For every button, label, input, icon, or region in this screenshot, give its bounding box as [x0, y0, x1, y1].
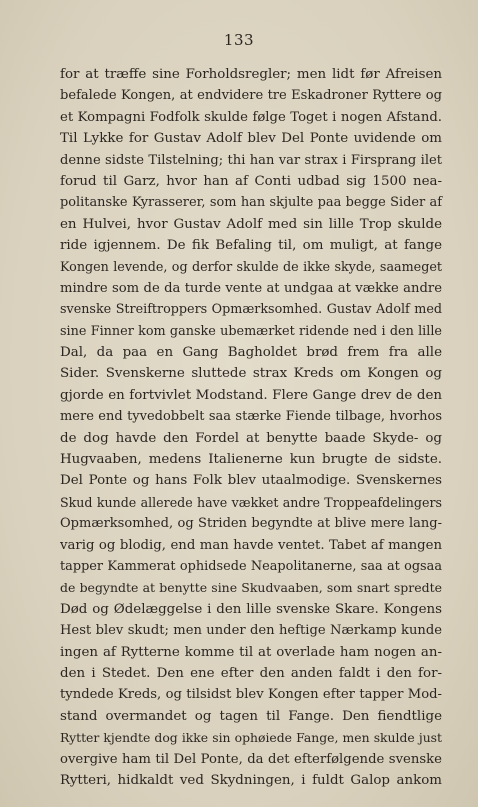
page-number: 133	[223, 31, 255, 49]
text-line: den i Stedet. Den ene efter den anden faldt i den for-	[60, 665, 442, 681]
text-line: varig og blodig, end man havde ventet. Tabet af mangen	[60, 537, 442, 553]
text-line: et Kompagni Fodfolk skulde følge Toget i nogen Afstand.	[60, 109, 442, 125]
text-line: tyndede Kreds, og tilsidst blev Kongen efter tapper Mod-	[60, 687, 442, 703]
text-line: Rytter kjendte dog ikke sin ophøiede Fange, men skulde just	[60, 730, 442, 746]
text-line: de dog havde den Fordel at benytte baade Skyde- og	[60, 430, 442, 446]
text-line: Del Ponte og hans Folk blev utaalmodige. Svenskernes	[60, 473, 442, 489]
text-line: mere end tyvedobbelt saa stærke Fiende tilbage, hvorhos	[60, 409, 442, 425]
text-line: mindre som de da turde vente at undgaa at vække andre	[60, 280, 442, 296]
text-line: Opmærksomhed, og Striden begyndte at blive mere lang-	[60, 516, 442, 532]
text-line: de begyndte at benytte sine Skudvaaben, som snart spredte	[60, 580, 442, 596]
text-line: svenske Streiftroppers Opmærksomhed. Gustav Adolf med	[60, 302, 442, 318]
text-line: en Hulvei, hvor Gustav Adolf med sin lille Trop skulde	[60, 216, 442, 232]
text-line: overgive ham til Del Ponte, da det efterfølgende svenske	[60, 751, 442, 767]
text-line: Til Lykke for Gustav Adolf blev Del Ponte uvidende om	[60, 131, 442, 147]
text-line: Rytteri, hidkaldt ved Skydningen, i fuldt Galop ankom	[60, 772, 442, 788]
text-line: gjorde en fortvivlet Modstand. Flere Gange drev de den	[60, 387, 442, 403]
text-line: stand overmandet og tagen til Fange. Den fiendtlige	[60, 708, 442, 724]
text-line: Hest blev skudt; men under den heftige Nærkamp kunde	[60, 623, 442, 639]
text-line: ingen af Rytterne komme til at overlade ham nogen an-	[60, 644, 442, 660]
text-line: Skud kunde allerede have vækket andre Troppeafdelingers	[60, 494, 442, 510]
text-line: Hugvaaben, medens Italienerne kun brugte de sidste.	[60, 452, 442, 468]
text-line: forud til Garz, hvor han af Conti udbad sig 1500 nea-	[60, 173, 442, 189]
text-line: Død og Ødelæggelse i den lille svenske Skare. Kongens	[60, 601, 442, 617]
text-line: denne sidste Tilstelning; thi han var strax i Firsprang ilet	[60, 152, 442, 168]
text-line: befalede Kongen, at endvidere tre Eskadroner Ryttere og	[60, 88, 442, 104]
text-line: Sider. Svenskerne sluttede strax Kreds om Kongen og	[60, 366, 442, 382]
text-line: Kongen levende, og derfor skulde de ikke skyde, saameget	[60, 259, 442, 275]
text-line: for at træffe sine Forholdsregler; men lidt før Afreisen	[60, 67, 442, 82]
text-line: sine Finner kom ganske ubemærket ridende ned i den lille	[60, 323, 442, 339]
text-line: politanske Kyrasserer, som han skjulte paa begge Sider af	[60, 195, 442, 211]
text-line: tapper Kammerat ophidsede Neapolitanerne, saa at ogsaa	[60, 558, 442, 574]
text-line: ride igjennem. De fik Befaling til, om muligt, at fange	[60, 238, 442, 254]
body-text	[60, 64, 442, 791]
text-line: Dal, da paa en Gang Bagholdet brød frem fra alle	[60, 345, 442, 361]
